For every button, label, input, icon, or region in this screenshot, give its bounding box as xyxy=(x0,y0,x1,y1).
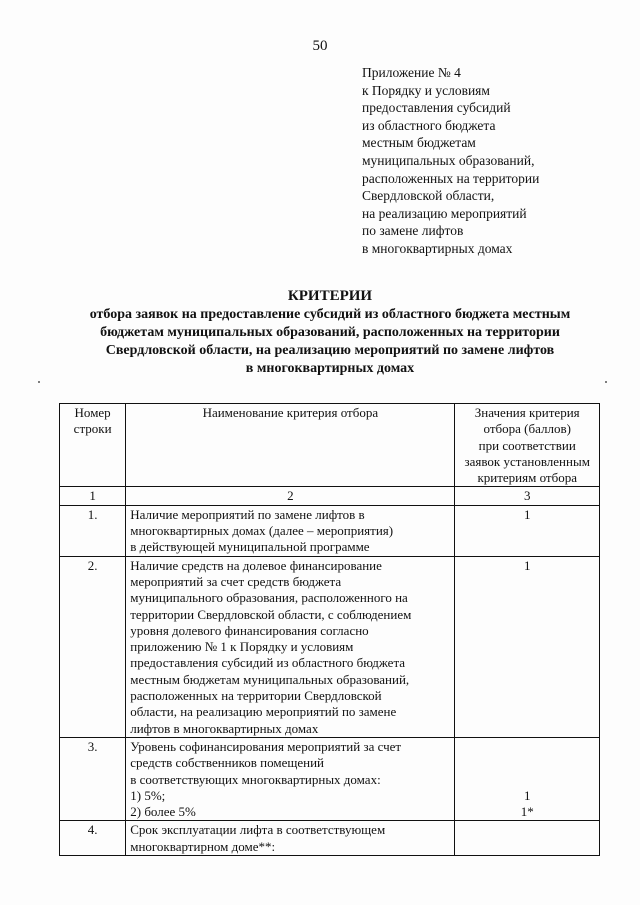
title-heading: КРИТЕРИИ xyxy=(287,288,373,304)
appendix-line: Приложение № 4 xyxy=(362,65,461,80)
criterion-name: Срок эксплуатации лифта в соответствующем многоквартирном доме**: xyxy=(126,821,455,856)
table-row xyxy=(60,505,600,556)
criterion-name: Уровень софинансирования мероприятий за счет средств собственников помещений в соответствующих многоквартирных домах: 1) 5%; 2) более 5% xyxy=(126,737,455,820)
criterion-value: 1 1* xyxy=(455,737,600,820)
criterion-value: 1 xyxy=(455,505,600,556)
appendix-line: предоставления субсидий xyxy=(362,100,511,116)
appendix-line: к Порядку и условиям xyxy=(362,82,490,98)
appendix-line: расположенных на территории xyxy=(362,170,540,186)
row-number: 3. xyxy=(60,737,126,820)
criterion-value: 1 xyxy=(455,556,600,737)
page-number: 50 xyxy=(312,38,328,54)
table-row xyxy=(60,556,600,737)
header-row-number: Номер строки xyxy=(60,404,126,487)
table-row xyxy=(60,737,600,820)
criterion-name: Наличие мероприятий по замене лифтов в многоквартирных домах (далее – мероприятия) в действующей муниципальной программе xyxy=(126,505,455,556)
appendix-line: местным бюджетам xyxy=(362,135,476,151)
appendix-line: по замене лифтов xyxy=(362,223,464,239)
appendix-line: на реализацию мероприятий xyxy=(362,205,527,221)
title-line: в многоквартирных домах xyxy=(245,361,415,376)
criterion-value xyxy=(455,821,600,856)
title-line: отбора заявок на предоставление субсидий из областного бюджета местным xyxy=(89,307,571,322)
table-index-row xyxy=(60,487,600,505)
criteria-table xyxy=(59,403,600,856)
appendix-line: Свердловской области, xyxy=(362,188,495,204)
table-header-row xyxy=(60,404,600,487)
title-line: Свердловской области, на реализацию мероприятий по замене лифтов xyxy=(105,343,555,358)
index-cell: 2 xyxy=(126,487,455,505)
criterion-name: Наличие средств на долевое финансирование мероприятий за счет средств бюджета муниципального образования, расположенного на территории Свердловской области, с соблюдением уровня долевого финансирования согласно приложению № 1 к Порядку и условиям предоставления субсидий из областного бюджета местным бюджетам муниципальных образований, расположенных на территории Свердловской области, на реализацию мероприятий по замене лифтов в многоквартирных домах xyxy=(126,556,455,737)
appendix-caption xyxy=(362,64,602,258)
appendix-line: в многоквартирных домах xyxy=(362,240,513,256)
scan-speck xyxy=(38,381,40,383)
appendix-line: муниципальных образований, xyxy=(362,152,535,168)
table-row xyxy=(60,821,600,856)
document-title xyxy=(40,287,620,378)
row-number: 4. xyxy=(60,821,126,856)
title-subtitle xyxy=(40,306,620,378)
scan-speck xyxy=(605,381,607,383)
title-line: бюджетам муниципальных образований, расположенных на территории xyxy=(100,325,560,340)
header-criterion-value: Значения критерия отбора (баллов) при соответствии заявок установленным критериям отбора xyxy=(455,404,600,487)
header-criterion-name: Наименование критерия отбора xyxy=(126,404,455,487)
index-cell: 1 xyxy=(60,487,126,505)
index-cell: 3 xyxy=(455,487,600,505)
row-number: 2. xyxy=(60,556,126,737)
row-number: 1. xyxy=(60,505,126,556)
appendix-line: из областного бюджета xyxy=(362,117,496,133)
